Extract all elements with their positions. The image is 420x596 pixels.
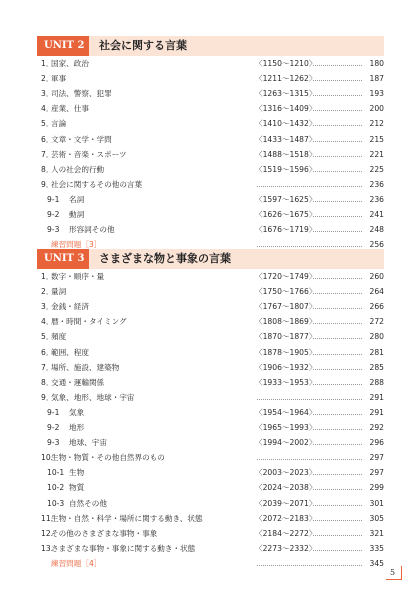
entry-number: 3． — [41, 89, 54, 99]
entry-page: 212 — [369, 119, 384, 129]
entry-label: 自然その他 — [69, 498, 107, 508]
entry-range: 〈1720〜1749〉 — [255, 272, 317, 281]
toc-entry[interactable] — [37, 541, 384, 556]
entry-label: 頻度 — [51, 332, 67, 342]
dot-leader — [313, 535, 362, 536]
entry-page: 180 — [369, 59, 384, 68]
unit-header — [37, 249, 384, 269]
entry-number: 8． — [41, 164, 54, 174]
dot-leader — [313, 414, 362, 415]
dot-leader — [313, 95, 362, 96]
entry-label: 動詞 — [69, 210, 85, 219]
dot-leader — [313, 201, 362, 202]
toc-entry[interactable] — [37, 511, 384, 526]
entry-number: 3． — [41, 302, 54, 312]
entry-number: 9-3 — [47, 438, 60, 448]
toc-entry[interactable] — [37, 222, 384, 237]
toc-entry[interactable] — [37, 269, 384, 284]
dot-leader — [313, 171, 362, 172]
entry-page: 200 — [369, 104, 384, 114]
entry-page: 297 — [369, 468, 384, 478]
entry-number: 10-3 — [47, 498, 65, 508]
entry-range: 〈1965〜1993〉 — [255, 423, 317, 432]
exercise-entry[interactable] — [37, 556, 384, 571]
entry-label: 範囲、程度 — [51, 347, 89, 357]
dot-leader — [313, 444, 362, 445]
toc-entry[interactable] — [37, 405, 384, 420]
dot-leader — [313, 65, 362, 66]
entry-label: 文章・文学・学問 — [51, 134, 112, 144]
entry-number: 4． — [41, 317, 54, 327]
entry-number: 9． — [41, 179, 54, 189]
entry-page: 187 — [369, 74, 384, 84]
dot-leader — [313, 308, 362, 309]
dot-leader — [313, 369, 362, 370]
entry-page: 264 — [369, 287, 384, 297]
toc-entry[interactable] — [37, 526, 384, 541]
toc-entry[interactable] — [37, 375, 384, 390]
dot-leader — [313, 231, 362, 232]
dot-leader — [313, 474, 362, 475]
entry-number: 9-1 — [47, 194, 60, 204]
entry-range: 〈2273〜2332〉 — [255, 543, 317, 553]
page-number-rule — [386, 579, 402, 580]
entry-label: 金銭・経済 — [51, 302, 89, 312]
entry-label: 生物・物質・その他自然界のもの — [51, 453, 165, 463]
toc-entry[interactable] — [37, 314, 384, 329]
entry-label: 生物・自然・科学・場所に関する動き、状態 — [51, 513, 203, 523]
toc-entry[interactable] — [37, 56, 384, 71]
entry-page: 297 — [369, 453, 384, 463]
entry-page: 296 — [369, 438, 384, 448]
entry-label: 芸術・音楽・スポーツ — [51, 149, 127, 159]
entry-page: 215 — [369, 134, 384, 144]
dot-leader — [313, 110, 362, 111]
entry-number: 2． — [41, 287, 54, 297]
entry-number: 11. — [41, 513, 54, 523]
entry-range: 〈1750〜1766〉 — [255, 287, 317, 297]
entry-number: 10-2 — [47, 483, 65, 493]
dot-leader — [257, 186, 362, 187]
toc-entry[interactable] — [37, 132, 384, 147]
entry-range: 〈1878〜1905〉 — [255, 347, 317, 357]
entry-range: 〈1626〜1675〉 — [255, 210, 317, 219]
toc-entry[interactable] — [37, 435, 384, 450]
entry-range: 〈1410〜1432〉 — [255, 119, 317, 129]
entry-label: 物質 — [69, 483, 85, 493]
dot-leader — [313, 505, 362, 506]
entry-label: その他のさまざまな事物・事象 — [51, 528, 158, 538]
entry-number: 5． — [41, 119, 54, 129]
dot-leader — [313, 293, 362, 294]
dot-leader — [313, 384, 362, 385]
entry-page: 272 — [369, 317, 384, 327]
entry-range: 〈2039〜2071〉 — [255, 498, 317, 508]
entry-number: 7． — [41, 362, 54, 372]
entry-number: 2． — [41, 74, 54, 84]
page-number-accent — [401, 566, 402, 580]
dot-leader — [313, 278, 362, 279]
entry-label: 場所、施設、建築物 — [51, 362, 120, 372]
entry-page: 193 — [369, 89, 384, 99]
entry-page: 241 — [369, 210, 384, 219]
toc-entry[interactable] — [37, 450, 384, 465]
entry-page: 299 — [369, 483, 384, 493]
entry-range: 〈1994〜2002〉 — [255, 438, 317, 448]
toc-entry[interactable] — [37, 147, 384, 162]
toc-entry[interactable] — [37, 480, 384, 495]
unit-title: 社会に関する言葉 — [99, 39, 187, 52]
toc-entry[interactable] — [37, 116, 384, 131]
unit-title: さまざまな物と事象の言葉 — [99, 252, 231, 265]
toc-entry[interactable] — [37, 86, 384, 101]
entry-number: 1． — [41, 59, 54, 68]
entry-range: 〈1263〜1315〉 — [255, 89, 317, 99]
toc-entry[interactable] — [37, 329, 384, 344]
entry-number: 6． — [41, 134, 54, 144]
unit-header — [37, 36, 384, 56]
entry-label: 暦・時間・タイミング — [51, 317, 127, 327]
entry-range: 〈1211〜1262〉 — [255, 74, 317, 84]
entry-label: 司法、警察、犯罪 — [51, 89, 112, 99]
entry-range: 〈1808〜1869〉 — [255, 317, 317, 327]
entry-page: 345 — [369, 558, 384, 568]
toc-entry[interactable] — [37, 101, 384, 116]
entry-label: 交通・運輸関係 — [51, 377, 105, 387]
entry-number: 9-1 — [47, 407, 60, 417]
entry-label: 国家、政治 — [51, 59, 89, 68]
entry-number: 6． — [41, 347, 54, 357]
entry-range: 〈2072〜2183〉 — [255, 513, 317, 523]
dot-leader — [313, 80, 362, 81]
entry-number: 10. — [41, 453, 54, 463]
entry-number: 7． — [41, 149, 54, 159]
entry-page: 221 — [369, 149, 384, 159]
dot-leader — [257, 399, 362, 400]
dot-leader — [313, 429, 362, 430]
entry-page: 236 — [369, 194, 384, 204]
entry-page: 260 — [369, 272, 384, 281]
toc-entry[interactable] — [37, 496, 384, 511]
entry-page: 335 — [369, 543, 384, 553]
entry-page: 321 — [369, 528, 384, 538]
toc-entry[interactable] — [37, 420, 384, 435]
toc-entry[interactable] — [37, 390, 384, 405]
entry-page: 288 — [369, 377, 384, 387]
dot-leader — [313, 489, 362, 490]
toc-entry[interactable] — [37, 465, 384, 480]
entry-page: 301 — [369, 498, 384, 508]
entry-page: 281 — [369, 347, 384, 357]
toc-entry[interactable] — [37, 207, 384, 222]
unit-tag: UNIT 2 — [37, 36, 89, 56]
entry-range: 〈1906〜1932〉 — [255, 362, 317, 372]
entry-number: 4． — [41, 104, 54, 114]
entry-number: 1． — [41, 272, 54, 281]
entry-number: 9． — [41, 392, 54, 402]
entry-page: 236 — [369, 179, 384, 189]
entry-label: 社会に関するその他の言葉 — [51, 179, 143, 189]
dot-leader — [313, 520, 362, 521]
entry-page: 266 — [369, 302, 384, 312]
entry-number: 13. — [41, 543, 54, 553]
entry-range: 〈1767〜1807〉 — [255, 302, 317, 312]
entry-label: 産業、仕事 — [51, 104, 89, 114]
entry-number: 9-3 — [47, 225, 60, 235]
dot-leader — [313, 156, 362, 157]
entry-range: 〈1316〜1409〉 — [255, 104, 317, 114]
entry-label: 人の社会的行動 — [51, 164, 105, 174]
toc-entry[interactable] — [37, 177, 384, 192]
entry-label: 軍事 — [51, 74, 67, 84]
entry-label: 生物 — [69, 468, 85, 478]
entry-range: 〈1933〜1953〉 — [255, 377, 317, 387]
entry-page: 280 — [369, 332, 384, 342]
toc-entry[interactable] — [37, 299, 384, 314]
entry-page: 225 — [369, 164, 384, 174]
entry-label: 地球、宇宙 — [69, 438, 107, 448]
entry-range: 〈1597〜1625〉 — [255, 194, 317, 204]
entry-label: さまざまな事物・事象に関する動き・状態 — [51, 543, 196, 553]
dot-leader — [313, 125, 362, 126]
unit-tag: UNIT 3 — [37, 249, 89, 269]
entry-page: 248 — [369, 225, 384, 235]
dot-leader — [313, 216, 362, 217]
entry-range: 〈1150〜1210〉 — [255, 59, 317, 68]
entry-number: 12. — [41, 528, 54, 538]
dot-leader — [257, 246, 362, 247]
entry-range: 〈1488〜1518〉 — [255, 149, 317, 159]
entry-page: 256 — [369, 240, 384, 250]
dot-leader — [313, 338, 362, 339]
dot-leader — [257, 565, 362, 566]
dot-leader — [257, 459, 362, 460]
entry-label: 練習問題［4］ — [51, 558, 102, 568]
entry-label: 名詞 — [69, 194, 85, 204]
dot-leader — [313, 323, 362, 324]
entry-page: 305 — [369, 513, 384, 523]
entry-number: 9-2 — [47, 423, 60, 432]
toc-entry[interactable] — [37, 345, 384, 360]
entry-page: 291 — [369, 392, 384, 402]
entry-range: 〈1954〜1964〉 — [255, 407, 317, 417]
entry-page: 292 — [369, 423, 384, 432]
entry-label: 数字・順序・量 — [51, 272, 105, 281]
dot-leader — [313, 550, 362, 551]
toc-entry[interactable] — [37, 360, 384, 375]
page-number: 5 — [390, 568, 396, 577]
unit-3-section — [37, 249, 384, 568]
entry-number: 9-2 — [47, 210, 60, 219]
entry-range: 〈1519〜1596〉 — [255, 164, 317, 174]
entry-number: 8． — [41, 377, 54, 387]
toc-entry[interactable] — [37, 284, 384, 299]
entry-page: 285 — [369, 362, 384, 372]
entry-label: 気象、地形、地球・宇宙 — [51, 392, 135, 402]
entry-range: 〈2184〜2272〉 — [255, 528, 317, 538]
entry-label: 地形 — [69, 423, 85, 432]
toc-entry[interactable] — [37, 192, 384, 207]
entry-range: 〈2003〜2023〉 — [255, 468, 317, 478]
entry-number: 10-1 — [47, 468, 65, 478]
dot-leader — [313, 141, 362, 142]
entry-label: 気象 — [69, 407, 85, 417]
entry-range: 〈1870〜1877〉 — [255, 332, 317, 342]
entry-label: 言論 — [51, 119, 67, 129]
entry-range: 〈1676〜1719〉 — [255, 225, 317, 235]
toc-entry[interactable] — [37, 162, 384, 177]
entry-label: 練習問題［3］ — [51, 240, 102, 250]
entry-page: 291 — [369, 407, 384, 417]
toc-entry[interactable] — [37, 71, 384, 86]
entry-range: 〈1433〜1487〉 — [255, 134, 317, 144]
dot-leader — [313, 354, 362, 355]
entry-label: 量詞 — [51, 287, 67, 297]
entry-number: 5． — [41, 332, 54, 342]
entry-label: 形容詞その他 — [69, 225, 115, 235]
unit-2-section — [37, 36, 384, 250]
entry-range: 〈2024〜2038〉 — [255, 483, 317, 493]
